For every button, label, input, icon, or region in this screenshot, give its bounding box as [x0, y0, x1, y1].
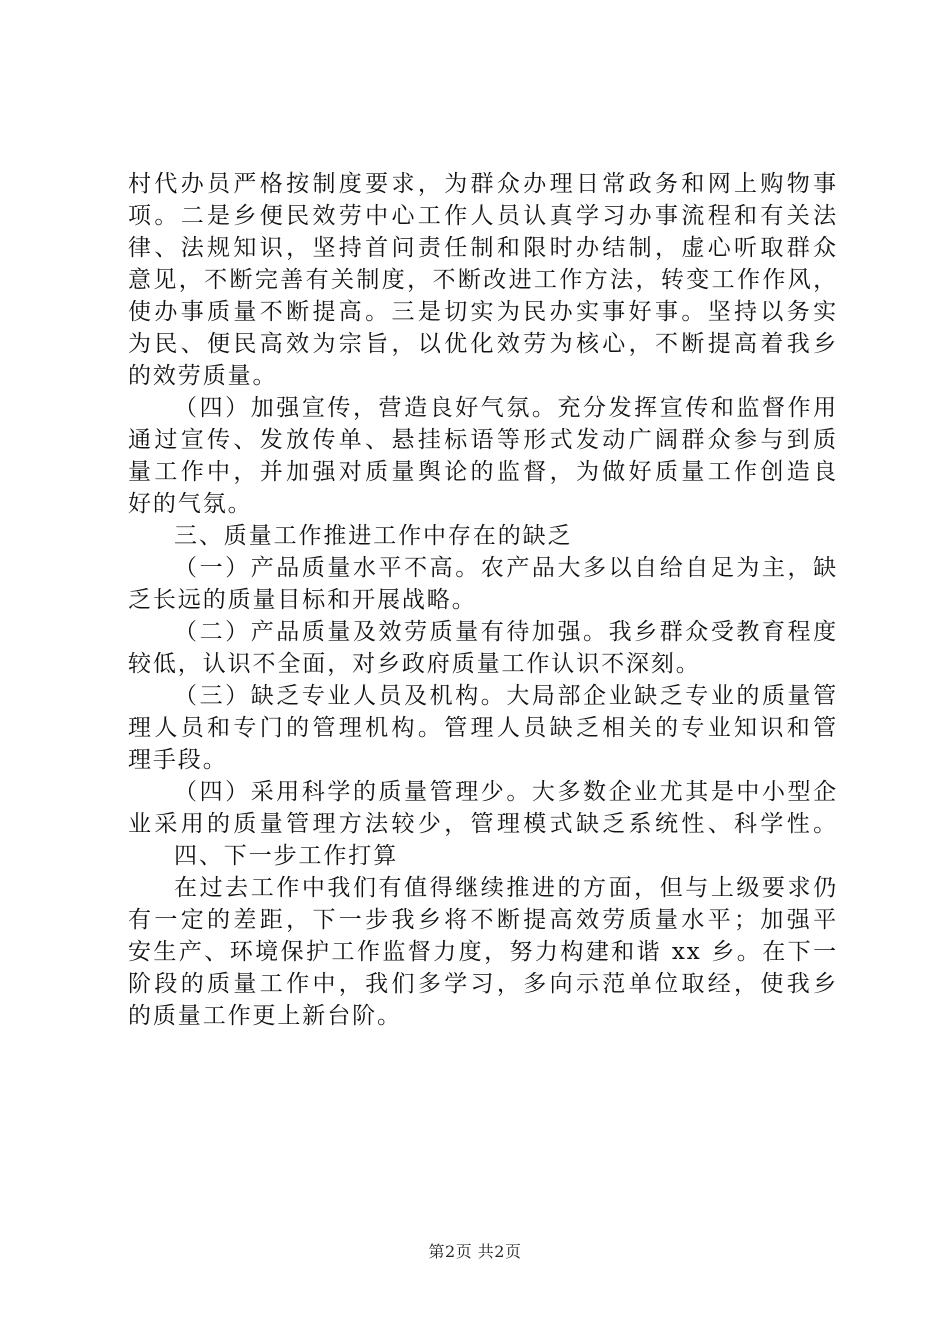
text-line: 量工作中，并加强对质量舆论的监督，为做好质量工作创造良: [128, 459, 838, 485]
section-heading: 四、下一步工作打算: [174, 843, 399, 869]
paragraph-line: 在过去工作中我们有值得继续推进的方面，但与上级要求仍: [174, 875, 838, 901]
list-item-line: （三）缺乏专业人员及机构。大局部企业缺乏专业的质量管: [174, 683, 838, 709]
text-line: 较低，认识不全面，对乡政府质量工作认识不深刻。: [128, 651, 701, 677]
list-item-line: （四）采用科学的质量管理少。大多数企业尤其是中小型企: [174, 779, 838, 805]
text-line: 意见，不断完善有关制度，不断改进工作方法，转变工作作风，: [128, 267, 838, 293]
text-line: 理手段。: [128, 747, 228, 773]
text-line: 为民、便民高效为宗旨，以优化效劳为核心，不断提高着我乡: [128, 331, 838, 357]
text-line: 理人员和专门的管理机构。管理人员缺乏相关的专业知识和管: [128, 715, 838, 741]
text-line: 的效劳质量。: [128, 363, 278, 389]
text-line: 安生产、环境保护工作监督力度，努力构建和谐 xx 乡。在下一: [128, 939, 838, 965]
text-line: 好的气氛。: [128, 491, 253, 517]
section-heading: 三、质量工作推进工作中存在的缺乏: [174, 523, 573, 549]
text-line: 的质量工作更上新台阶。: [128, 1003, 402, 1029]
text-line: 律、法规知识，坚持首问责任制和限时办结制，虚心听取群众: [128, 235, 838, 261]
text-line: 乏长远的质量目标和开展战略。: [128, 587, 477, 613]
section-heading-line: （四）加强宣传，营造良好气氛。充分发挥宣传和监督作用: [174, 395, 838, 421]
document-body: [128, 168, 838, 1032]
list-item-line: （一）产品质量水平不高。农产品大多以自给自足为主，缺: [174, 555, 838, 581]
text-line: 使办事质量不断提高。三是切实为民办实事好事。坚持以务实: [128, 299, 838, 325]
text-line: 村代办员严格按制度要求，为群众办理日常政务和网上购物事: [128, 171, 838, 197]
list-item-line: （二）产品质量及效劳质量有待加强。我乡群众受教育程度: [174, 619, 838, 645]
text-line: 通过宣传、发放传单、悬挂标语等形式发动广阔群众参与到质: [128, 427, 838, 453]
text-line: 项。二是乡便民效劳中心工作人员认真学习办事流程和有关法: [128, 203, 838, 229]
page-number-footer: 第2页 共2页: [428, 1242, 522, 1261]
text-line: 有一定的差距，下一步我乡将不断提高效劳质量水平；加强平: [128, 907, 838, 933]
text-line: 业采用的质量管理方法较少，管理模式缺乏系统性、科学性。: [128, 811, 838, 837]
text-line: 阶段的质量工作中，我们多学习，多向示范单位取经，使我乡: [128, 971, 838, 997]
